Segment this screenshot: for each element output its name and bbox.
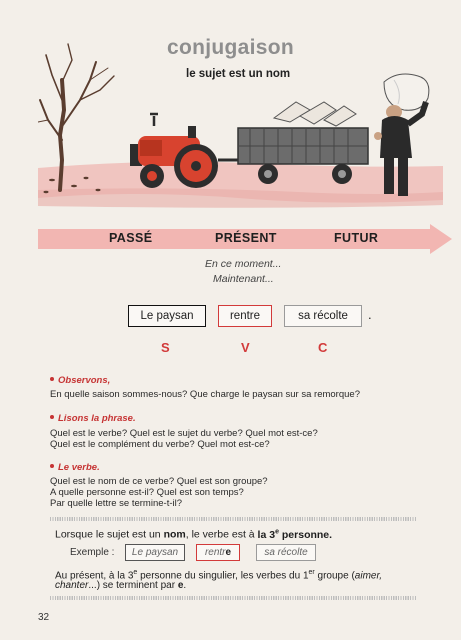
example-subject-box: Le paysan: [125, 544, 185, 561]
farm-illustration: [38, 40, 443, 226]
example-verb-box: rentre: [196, 544, 240, 561]
observons-question-1: En quelle saison sommes-nous? Que charge le paysan sur sa remorque?: [50, 389, 360, 400]
page-title: conjugaison: [167, 36, 294, 59]
rule-statement: Lorsque le sujet est un nom, le verbe est à la 3e personne.: [55, 528, 333, 541]
sentence-period: .: [368, 307, 372, 322]
verbe-question-3: Par quelle lettre se termine-t-il?: [50, 498, 182, 509]
timeline-present: PRÉSENT: [215, 231, 277, 245]
lisons-question-2: Quel est le complément du verbe? Quel mot est-ce?: [50, 439, 270, 450]
example-label: Exemple :: [70, 547, 115, 558]
verbe-question-2: A quelle personne est-il? Quel est son temps?: [50, 487, 244, 498]
example-complement-box: sa récolte: [256, 544, 316, 561]
lisons-question-1: Quel est le verbe? Quel est le sujet du verbe? Quel mot est-ce?: [50, 428, 318, 439]
page-subtitle: le sujet est un nom: [186, 68, 291, 80]
rule-present-line-2: chanter...) se terminent par e.: [55, 580, 187, 591]
rule-separator-bottom: [50, 596, 416, 600]
rule-present-line-1: Au présent, à la 3e personne du singulier, les verbes du 1er groupe (aimer,: [55, 569, 383, 582]
marker-c: C: [318, 340, 328, 355]
verbe-question-1: Quel est le nom de ce verbe? Quel est son groupe?: [50, 476, 268, 487]
marker-s: S: [161, 340, 170, 355]
context-line-2: Maintenant...: [213, 273, 274, 285]
section-verbe-heading: Le verbe.: [50, 462, 100, 473]
timeline-passe: PASSÉ: [109, 231, 153, 245]
section-observons-heading: Observons,: [50, 375, 110, 386]
verb-box: rentre: [218, 305, 272, 327]
bullet-icon: [50, 464, 54, 468]
subject-box: Le paysan: [128, 305, 206, 327]
context-line-1: En ce moment...: [205, 258, 282, 270]
page-number: 32: [38, 612, 50, 623]
rule-separator-top: [50, 517, 416, 521]
section-lisons-heading: Lisons la phrase.: [50, 413, 136, 424]
bullet-icon: [50, 415, 54, 419]
marker-v: V: [241, 340, 250, 355]
timeline-futur: FUTUR: [334, 231, 379, 245]
bullet-icon: [50, 377, 54, 381]
complement-box: sa récolte: [284, 305, 362, 327]
